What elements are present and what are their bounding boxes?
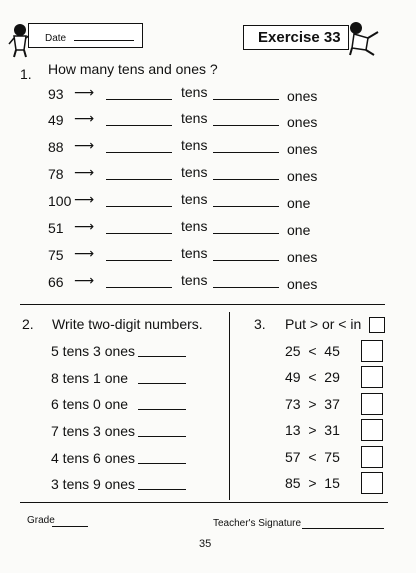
page-number: 35: [199, 538, 212, 550]
q1-ones-label: ones: [287, 168, 318, 184]
arrow-right-icon: ⟶: [74, 137, 95, 153]
q3-number: 3.: [254, 316, 266, 332]
q1-ones-blank[interactable]: [213, 124, 279, 126]
q1-tens-label: tens: [181, 164, 208, 180]
q1-ones-blank[interactable]: [213, 205, 279, 207]
q1-tens-label: tens: [181, 218, 208, 234]
q1-tens-blank[interactable]: [106, 232, 172, 234]
q2-number: 2.: [22, 316, 34, 332]
q1-tens-label: tens: [181, 84, 208, 100]
q3-answer-box[interactable]: [361, 472, 383, 494]
q1-tens-blank[interactable]: [106, 205, 172, 207]
signature-label: Teacher's Signature: [213, 518, 302, 529]
grade-blank[interactable]: [52, 525, 88, 527]
q2-answer-blank[interactable]: [138, 488, 186, 490]
q1-tens-blank[interactable]: [106, 151, 172, 153]
q1-row-number: 49: [48, 112, 64, 128]
q1-ones-label: one: [287, 222, 311, 238]
q1-tens-blank[interactable]: [106, 124, 172, 126]
mascot-right-icon: [346, 20, 380, 56]
q1-row-number: 100: [48, 193, 72, 209]
q3-example-box: [369, 317, 385, 333]
q1-row-number: 78: [48, 166, 64, 182]
arrow-right-icon: ⟶: [74, 272, 95, 288]
q3-comparison: 49 < 29: [285, 369, 340, 385]
q1-tens-blank[interactable]: [106, 178, 172, 180]
q3-comparison: 85 > 15: [285, 475, 340, 491]
q1-number: 1.: [20, 66, 32, 82]
q1-tens-label: tens: [181, 137, 208, 153]
grade-label: Grade: [27, 515, 55, 526]
q1-tens-label: tens: [181, 191, 208, 207]
q2-answer-blank[interactable]: [138, 355, 186, 357]
q1-row-number: 88: [48, 139, 64, 155]
arrow-right-icon: ⟶: [74, 218, 95, 234]
q1-ones-blank[interactable]: [213, 232, 279, 234]
q1-row-number: 51: [48, 220, 64, 236]
q1-ones-label: ones: [287, 114, 318, 130]
arrow-right-icon: ⟶: [74, 84, 95, 100]
q1-ones-label: ones: [287, 141, 318, 157]
q1-question: How many tens and ones ?: [48, 61, 218, 77]
q2-item-label: 3 tens 9 ones: [51, 476, 136, 492]
q1-ones-label: ones: [287, 276, 318, 292]
q1-ones-blank[interactable]: [213, 151, 279, 153]
q1-tens-label: tens: [181, 110, 208, 126]
arrow-right-icon: ⟶: [74, 245, 95, 261]
q1-ones-blank[interactable]: [213, 259, 279, 261]
q3-answer-box[interactable]: [361, 366, 383, 388]
q2-answer-blank[interactable]: [138, 462, 186, 464]
q3-answer-box[interactable]: [361, 340, 383, 362]
q1-row-number: 66: [48, 274, 64, 290]
q2-item-label: 7 tens 3 ones: [51, 423, 136, 439]
q2-item-label: 5 tens 3 ones: [51, 343, 136, 359]
q1-ones-blank[interactable]: [213, 98, 279, 100]
q2-answer-blank[interactable]: [138, 382, 186, 384]
q1-ones-label: ones: [287, 249, 318, 265]
q3-comparison: 13 > 31: [285, 422, 340, 438]
q1-row-number: 93: [48, 86, 64, 102]
q3-comparison: 57 < 75: [285, 449, 340, 465]
q2-answer-blank[interactable]: [138, 435, 186, 437]
q1-ones-label: ones: [287, 88, 318, 104]
q3-question: Put > or < in: [285, 316, 362, 332]
arrow-right-icon: ⟶: [74, 164, 95, 180]
q2-question: Write two-digit numbers.: [52, 316, 203, 332]
q2-answer-blank[interactable]: [138, 408, 186, 410]
q3-answer-box[interactable]: [361, 446, 383, 468]
signature-blank[interactable]: [302, 527, 384, 529]
q1-ones-blank[interactable]: [213, 178, 279, 180]
column-divider: [229, 312, 230, 500]
q3-comparison: 73 > 37: [285, 396, 340, 412]
q2-item-label: 6 tens 0 one: [51, 396, 129, 412]
arrow-right-icon: ⟶: [74, 110, 95, 126]
q1-row-number: 75: [48, 247, 64, 263]
q2-item-label: 8 tens 1 one: [51, 370, 129, 386]
q1-tens-label: tens: [181, 245, 208, 261]
q3-comparison: 25 < 45: [285, 343, 340, 359]
q1-tens-label: tens: [181, 272, 208, 288]
exercise-title: Exercise 33: [258, 29, 341, 46]
q3-answer-box[interactable]: [361, 393, 383, 415]
q1-ones-blank[interactable]: [213, 286, 279, 288]
q1-ones-label: one: [287, 195, 311, 211]
date-label: Date: [45, 33, 67, 44]
q1-tens-blank[interactable]: [106, 259, 172, 261]
date-blank[interactable]: [74, 40, 134, 41]
q3-answer-box[interactable]: [361, 419, 383, 441]
q1-tens-blank[interactable]: [106, 286, 172, 288]
arrow-right-icon: ⟶: [74, 191, 95, 207]
footer-divider: [20, 502, 388, 503]
section-divider: [20, 304, 385, 305]
q1-tens-blank[interactable]: [106, 98, 172, 100]
q2-item-label: 4 tens 6 ones: [51, 450, 136, 466]
